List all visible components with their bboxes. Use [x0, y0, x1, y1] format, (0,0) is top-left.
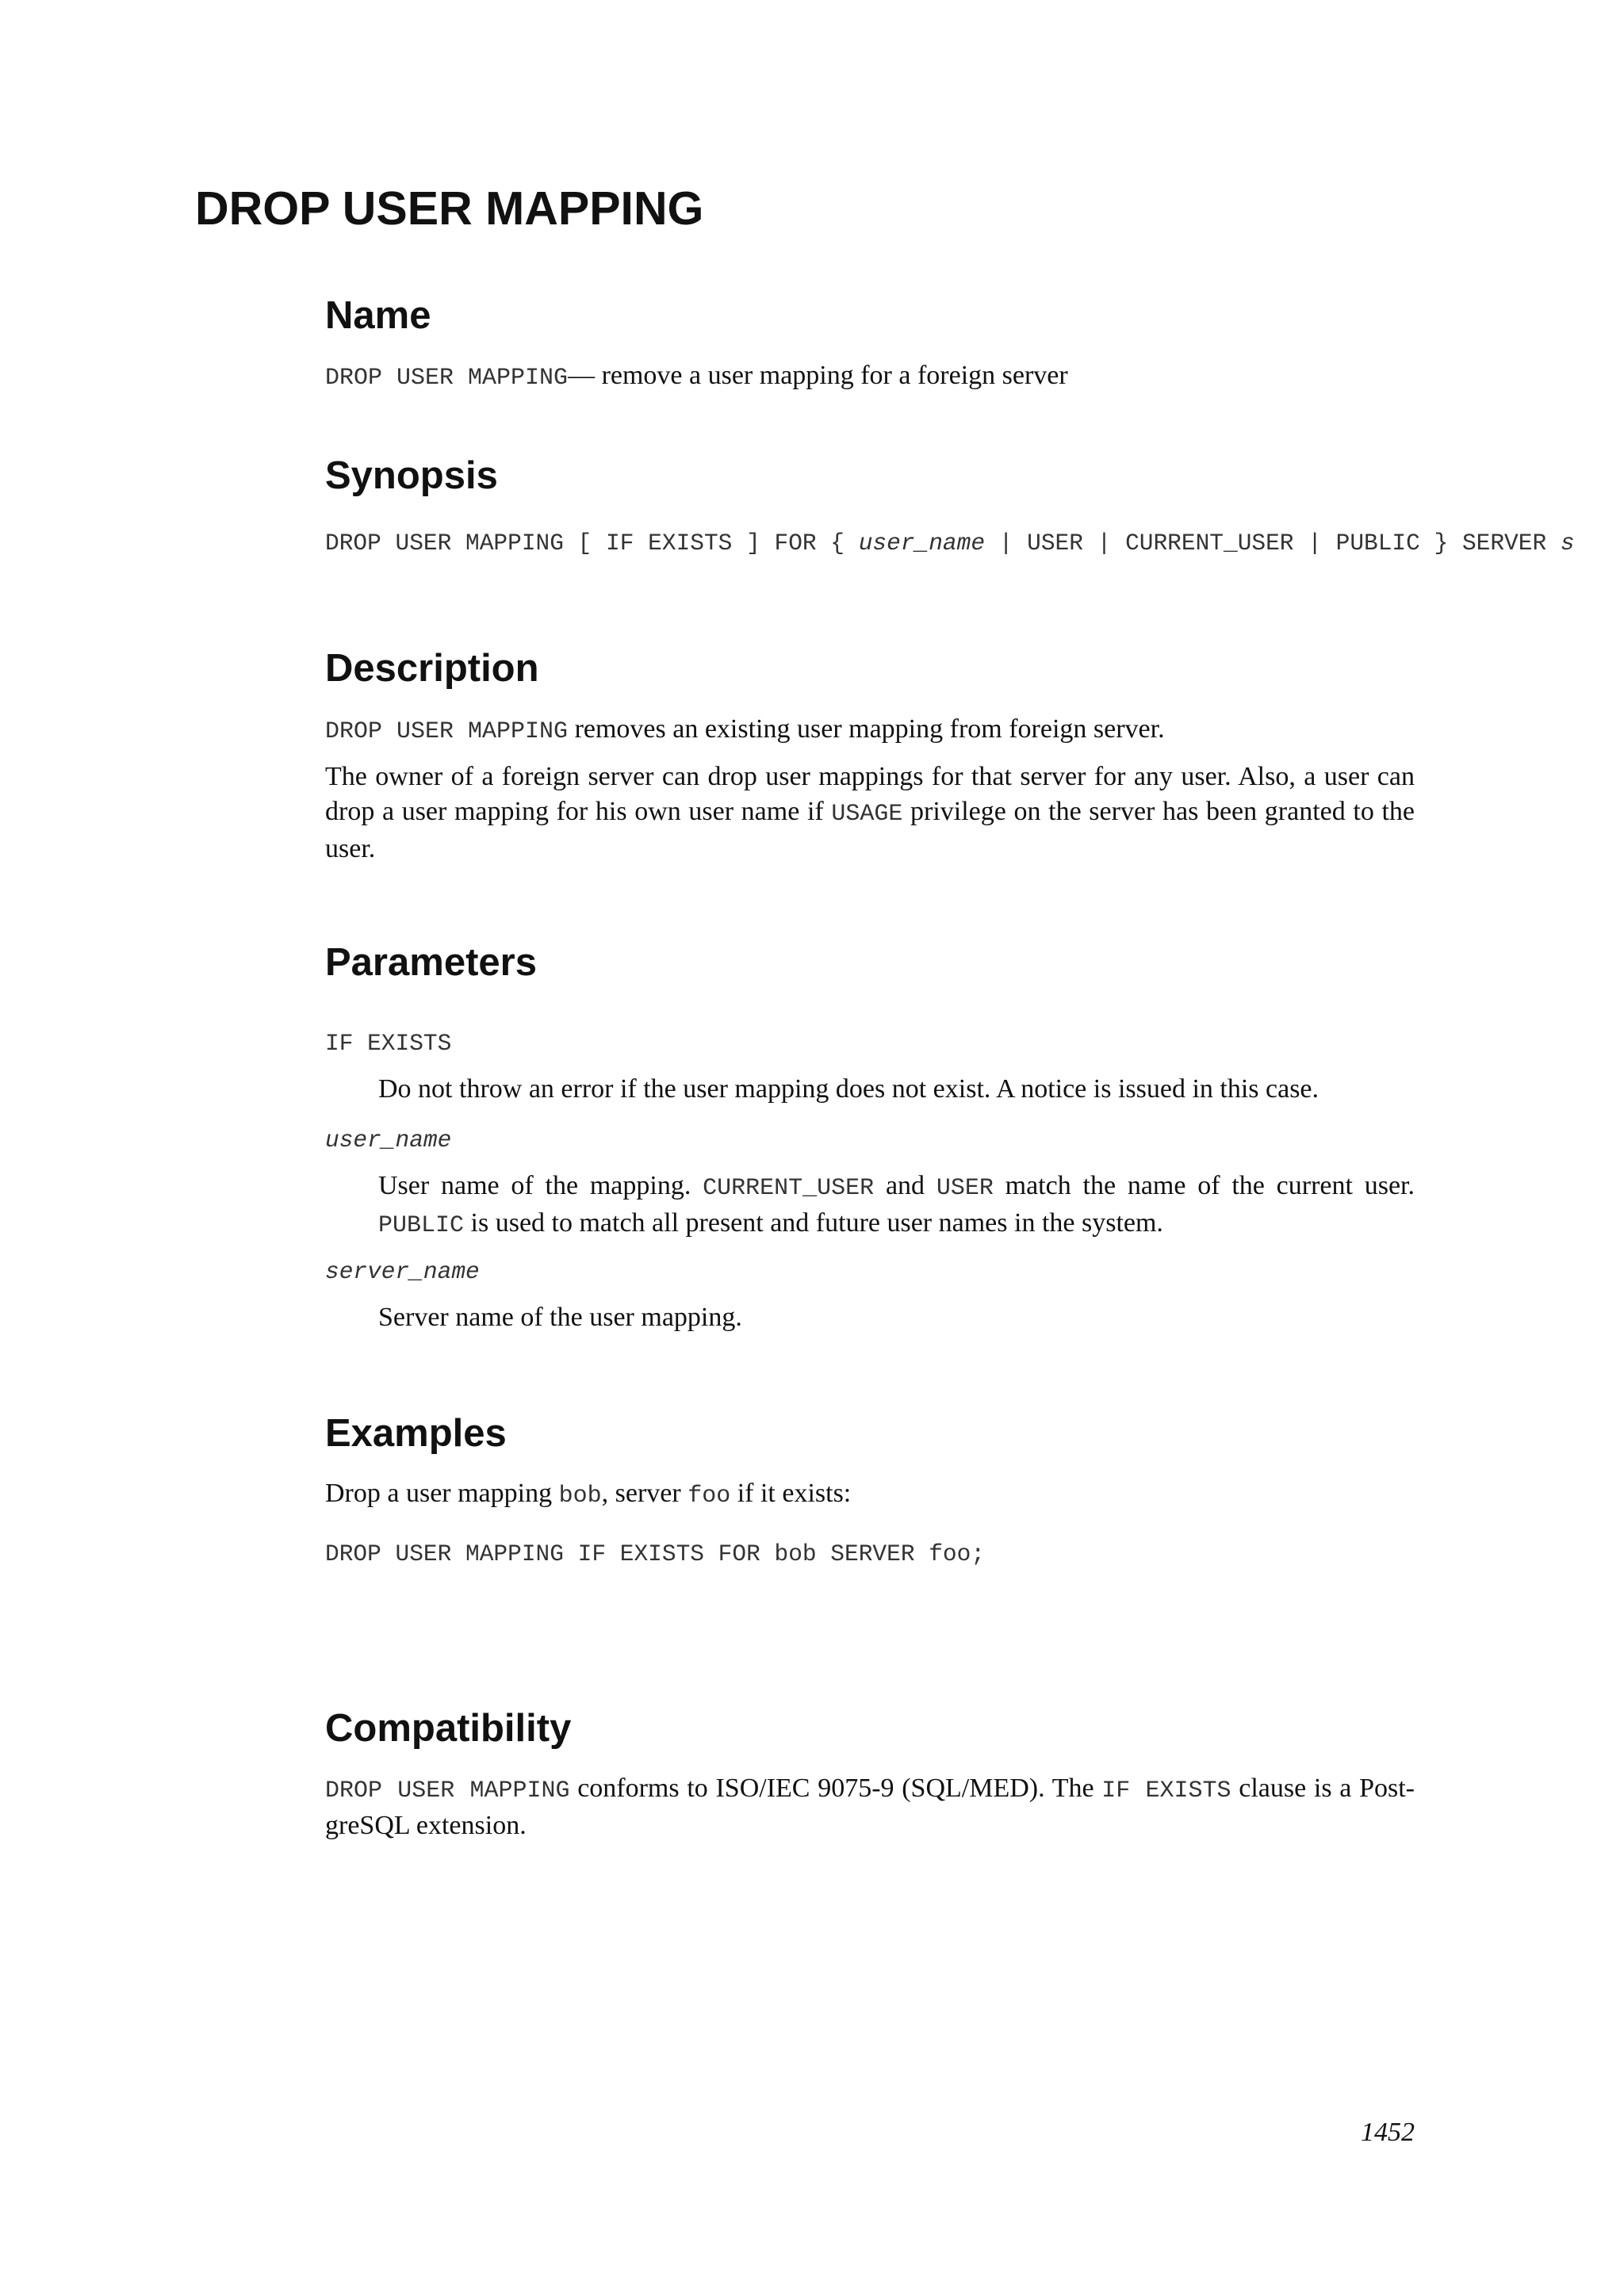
- examples-heading: Examples: [325, 1412, 507, 1455]
- param-desc-if-exists: Do not throw an error if the user mapping does not exist. A notice is issued in this case.: [378, 1074, 1320, 1104]
- name-line: [325, 358, 1068, 396]
- param-term-user-name: user_name: [325, 1127, 452, 1154]
- example-code-line: DROP USER MAPPING IF EXISTS FOR bob SERVER foo;: [325, 1540, 986, 1567]
- param-desc-server-name: Server name of the user mapping.: [378, 1303, 742, 1332]
- param-desc-user-name-d: is used to match all present and future user names in the system.: [464, 1208, 1163, 1238]
- synopsis-code: [325, 526, 1624, 559]
- synopsis-post: | USER | CURRENT_USER | PUBLIC } SERVER: [985, 530, 1561, 557]
- param-desc-user-name-c: match the name of the current user.: [993, 1171, 1415, 1200]
- parameters-heading: Parameters: [325, 941, 537, 984]
- description-p1: [325, 712, 1165, 749]
- page-number: 1452: [1361, 2118, 1415, 2147]
- description-p1-code: DROP USER MAPPING: [325, 718, 569, 745]
- code-public: PUBLIC: [378, 1212, 465, 1239]
- compatibility-heading: Compatibility: [325, 1707, 572, 1750]
- description-p2-b: privilege on the server has been granted to the user.: [325, 797, 1415, 863]
- description-p2-a: The owner of a foreign server can drop user mappings for that server for any user. Also, a user can drop a user mapping for his own user name if: [325, 762, 1415, 826]
- param-desc-user-name-b: and: [874, 1171, 936, 1200]
- name-command: DROP USER MAPPING: [325, 365, 569, 392]
- param-term-server-name: server_name: [325, 1258, 480, 1285]
- description-p1-text: removes an existing user mapping from foreign server.: [568, 714, 1165, 744]
- examples-code-foo: foo: [688, 1483, 731, 1510]
- page-title: DROP USER MAPPING: [195, 182, 704, 235]
- synopsis-trailing: s: [1560, 530, 1575, 557]
- param-desc-user-name: [378, 1169, 1415, 1243]
- param-term-if-exists: IF EXISTS: [325, 1030, 452, 1057]
- examples-intro-c: if it exists:: [730, 1479, 852, 1508]
- description-p2: [325, 760, 1415, 867]
- examples-intro-b: , server: [601, 1479, 688, 1508]
- synopsis-heading: Synopsis: [325, 454, 498, 497]
- compatibility-text-a: conforms to ISO/IEC 9075-9 (SQL/MED). The: [569, 1774, 1102, 1803]
- code-user: USER: [936, 1175, 994, 1202]
- description-heading: Description: [325, 647, 539, 690]
- compatibility-code1: DROP USER MAPPING: [325, 1777, 570, 1804]
- synopsis-pre: DROP USER MAPPING [ IF EXISTS ] FOR {: [325, 530, 859, 557]
- examples-intro-a: Drop a user mapping: [325, 1479, 559, 1508]
- compatibility-text-b: clause is a Post-greSQL extension.: [325, 1774, 1415, 1840]
- examples-intro: [325, 1476, 851, 1513]
- examples-code-bob: bob: [558, 1483, 602, 1510]
- compatibility-code2: IF EXISTS: [1101, 1777, 1231, 1804]
- synopsis-param: user_name: [858, 530, 986, 557]
- param-desc-user-name-a: User name of the mapping.: [378, 1171, 703, 1200]
- name-summary: — remove a user mapping for a foreign server: [568, 361, 1068, 390]
- name-heading: Name: [325, 294, 431, 337]
- code-current-user: CURRENT_USER: [703, 1175, 875, 1202]
- compatibility-text: [325, 1771, 1415, 1843]
- description-p2-code: USAGE: [831, 801, 903, 828]
